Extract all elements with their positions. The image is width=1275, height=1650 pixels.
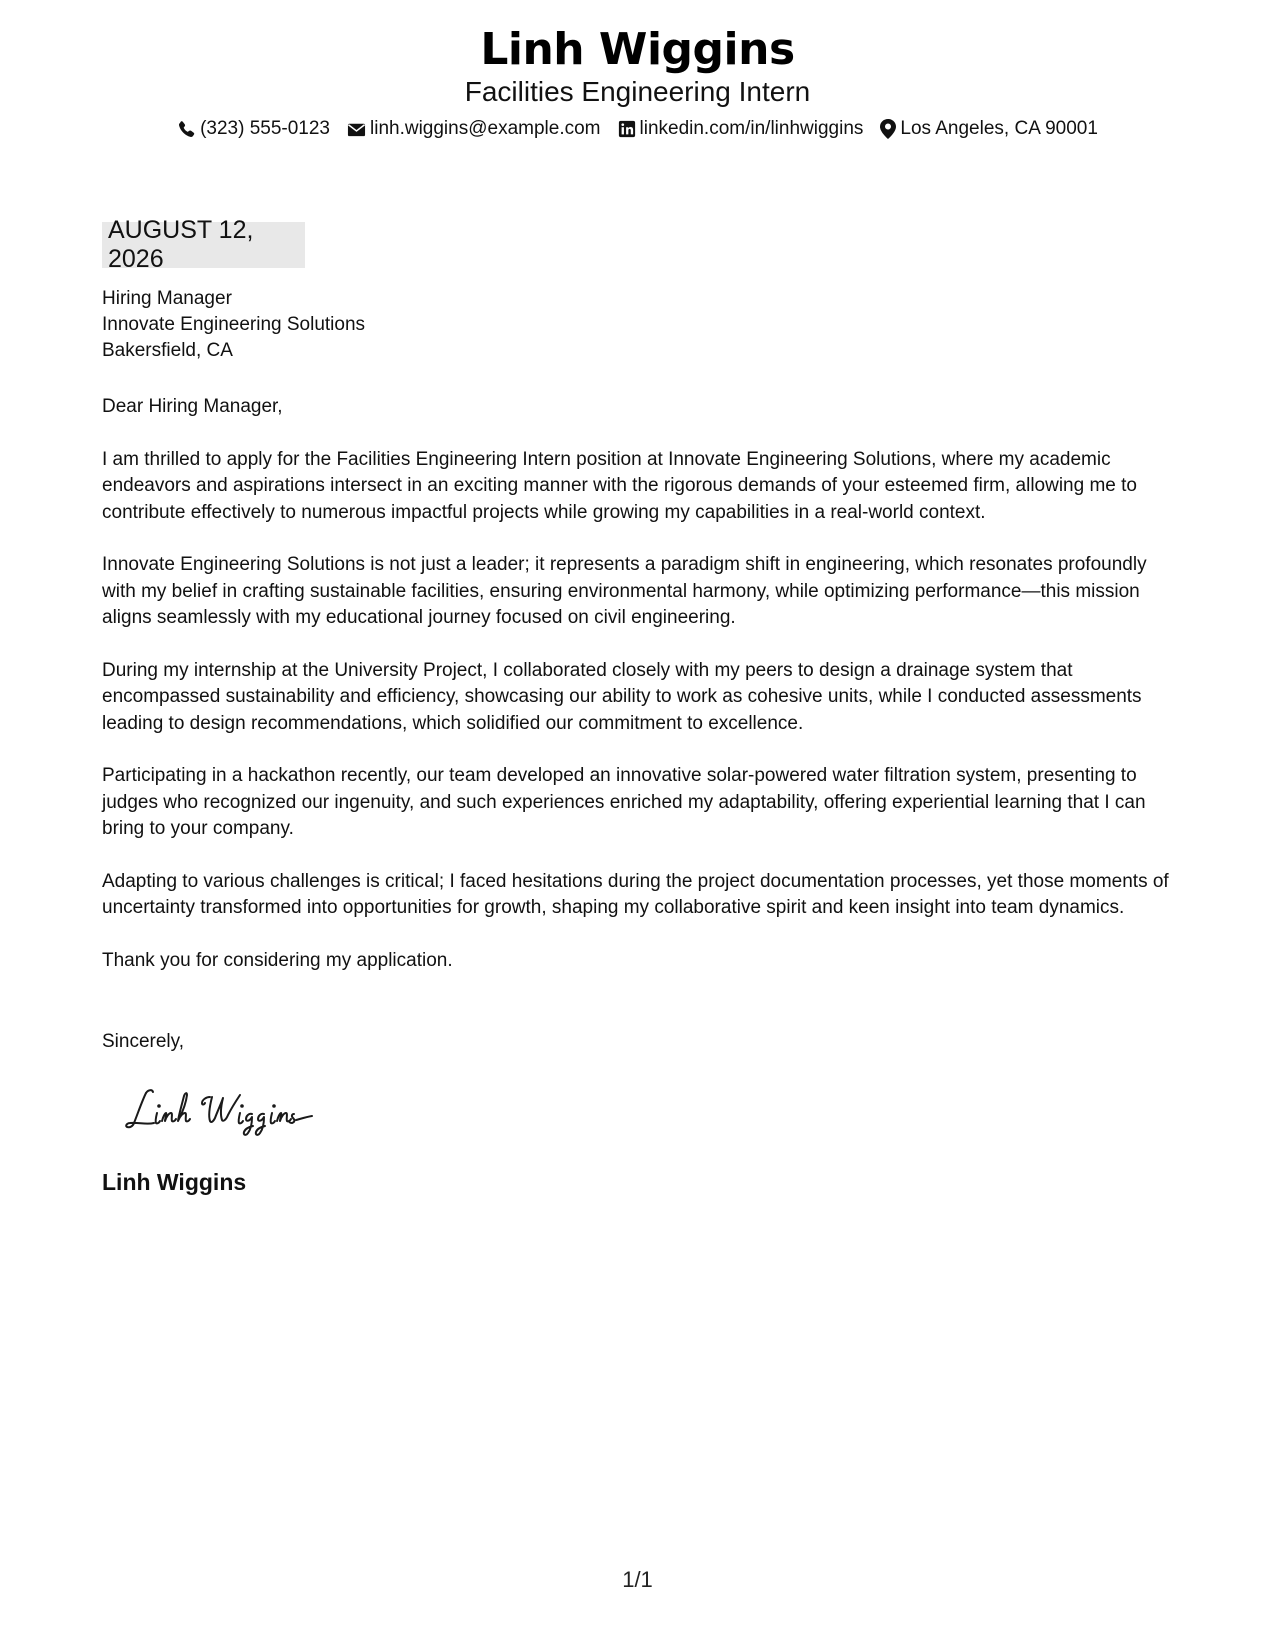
closing: Sincerely, (102, 1031, 185, 1052)
letter-header (0, 24, 1275, 141)
envelope-icon (347, 120, 366, 139)
contact-location (880, 117, 1098, 141)
body-paragraph: Adapting to various challenges is critical; I faced hesitations during the project documentation processes, yet those moments of uncertainty transformed into opportunities for growth, shaping my collaborative spirit and keen insight into team dynamics. (102, 870, 1169, 918)
contact-email[interactable] (347, 117, 601, 141)
handwritten-signature (124, 1083, 334, 1144)
body-paragraph: I am thrilled to apply for the Facilities Engineering Intern position at Innovate Engineering Solutions, where my academic endeavors and aspirations intersect in an exciting manner with the rigorous demands of your esteemed firm, allowing me to contribute effectively to numerous impactful projects while growing my capabilities in a real-world context. (102, 448, 1137, 523)
letter-body (102, 394, 1182, 1000)
phone-text: (323) 555-0123 (200, 118, 330, 139)
body-paragraph: During my internship at the University Project, I collaborated closely with my peers to design a drainage system that encompassed sustainability and efficiency, showcasing our ability to work as cohesive units, while I conducted assessments leading to design recommendations, which solidified our commitment to excellence. (102, 659, 1142, 734)
location-text: Los Angeles, CA 90001 (900, 118, 1098, 139)
email-text[interactable]: linh.wiggins@example.com (370, 118, 601, 139)
page-number: 1/1 (622, 1567, 653, 1592)
letter-date-text: AUGUST 12, 2026 (108, 216, 254, 273)
applicant-name: Linh Wiggins (480, 24, 795, 75)
recipient-block (102, 286, 365, 364)
applicant-title: Facilities Engineering Intern (464, 76, 811, 107)
linkedin-text[interactable]: linkedin.com/in/linhwiggins (639, 118, 864, 139)
signer-name: Linh Wiggins (102, 1169, 247, 1195)
letter-date (102, 216, 305, 273)
contact-phone (177, 117, 330, 141)
contact-bar (0, 117, 1275, 141)
linkedin-icon (618, 120, 636, 138)
body-paragraph: Innovate Engineering Solutions is not just a leader; it represents a paradigm shift in engineering, which resonates profoundly with my belief in crafting sustainable facilities, ensuring environmental harmony, while optimizing performance—this mission aligns seamlessly with my educational journey focused on civil engineering. (102, 554, 1147, 628)
contact-linkedin[interactable] (618, 117, 864, 141)
map-marker-icon (880, 119, 896, 139)
body-paragraph: Participating in a hackathon recently, our team developed an innovative solar-powered water filtration system, presenting to judges who recognized our ingenuity, and such experiences enriched my adaptability, offering experiential learning that I can bring to your company. (102, 765, 1146, 839)
phone-icon (177, 120, 196, 139)
recipient-line: Hiring Manager (102, 288, 232, 309)
recipient-line: Bakersfield, CA (102, 340, 233, 361)
salutation: Dear Hiring Manager, (102, 396, 283, 417)
recipient-line: Innovate Engineering Solutions (102, 314, 366, 335)
body-paragraph: Thank you for considering my application. (102, 949, 453, 971)
